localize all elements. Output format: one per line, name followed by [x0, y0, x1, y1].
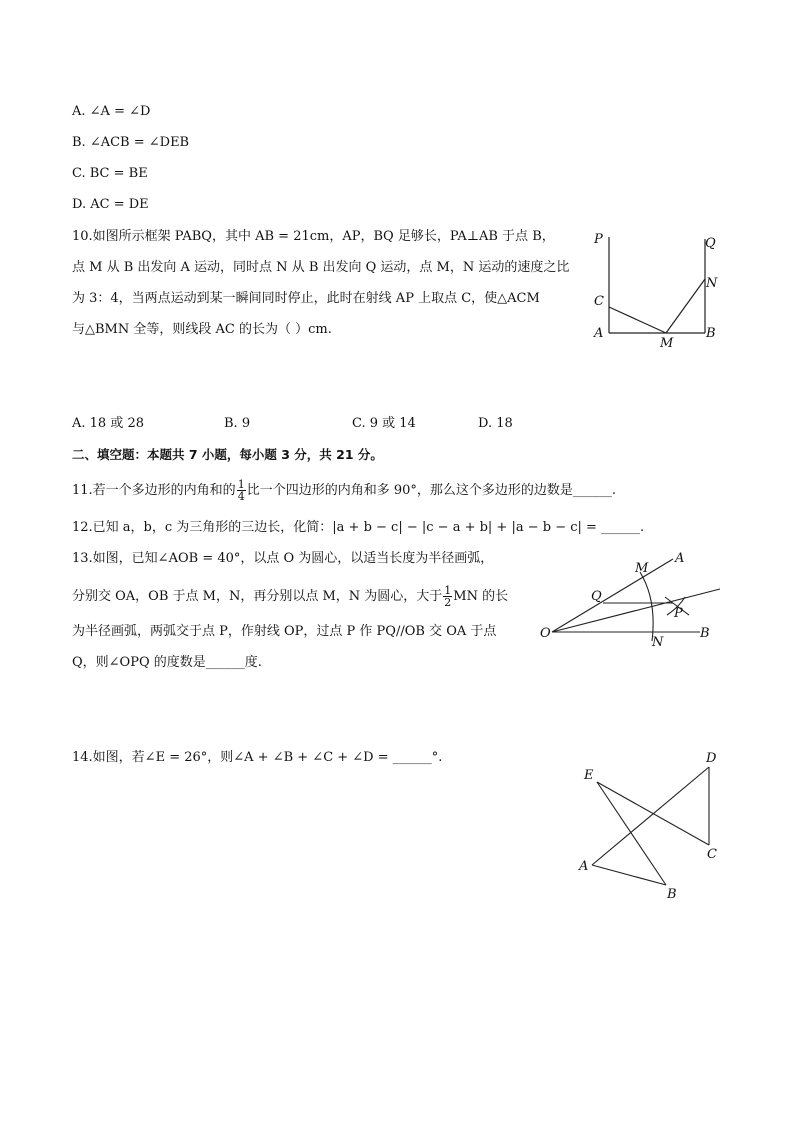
q10-line-2: 点 M 从 B 出发向 A 运动，同时点 N 从 B 出发向 Q 运动，点 M，N 运动的速度之比 [72, 260, 570, 275]
q11-frac-numerator: 1 [237, 478, 245, 491]
q13-figure [535, 545, 735, 655]
q10-line-1: 10.如图所示框架 PABQ，其中 AB = 21cm，AP，BQ 足够长，PA⊥AB 于点 B， [72, 229, 555, 244]
q10-option-a: A. 18 或 28 [72, 416, 145, 431]
q13-label-o: O [540, 626, 551, 641]
q10-line-4: 与△BMN 全等，则线段 AC 的长为（ ）cm. [72, 322, 332, 337]
q10-label-c: C [594, 294, 604, 309]
q14-label-d: D [706, 751, 717, 766]
q11-fraction [237, 479, 246, 502]
q14-line: 14.如图，若∠E = 26°，则∠A + ∠B + ∠C + ∠D = ______°. [72, 750, 443, 765]
q13-label-p: P [674, 606, 683, 621]
q10-option-b: B. 9 [224, 416, 251, 431]
q13-line-2-prefix: 分别交 OA，OB 于点 M，N，再分别以点 M，N 为圆心，大于 [72, 589, 443, 604]
q13-line-4: Q，则∠OPQ 的度数是______度. [72, 655, 262, 670]
q9-option-d: D. AC = DE [72, 197, 149, 212]
q13-frac-denominator: 2 [444, 596, 452, 609]
q9-option-c: C. BC = BE [72, 166, 148, 181]
q9-option-a: A. ∠A = ∠D [72, 104, 151, 119]
q10-label-q: Q [705, 236, 716, 251]
q10-label-n: N [706, 276, 718, 291]
q13-label-n: N [652, 635, 664, 650]
q10-label-b: B [706, 326, 716, 341]
q10-label-m: M [660, 336, 674, 351]
q10-line-3: 为 3：4，当两点运动到某一瞬间同时停止，此时在射线 AP 上取点 C，使△ACM [72, 291, 540, 306]
q10-figure [585, 225, 735, 355]
q13-line-2-suffix: MN 的长 [453, 589, 509, 604]
q14-label-b: B [667, 887, 677, 902]
section-heading-fill-in: 二、填空题：本题共 7 小题，每小题 3 分，共 21 分。 [72, 447, 383, 462]
q10-option-d: D. 18 [478, 416, 513, 431]
q13-line-2 [72, 585, 508, 608]
q11-frac-denominator: 4 [237, 490, 245, 503]
q10-option-c: C. 9 或 14 [352, 416, 416, 431]
q13-fraction [443, 585, 452, 608]
q9-option-b: B. ∠ACB = ∠DEB [72, 135, 190, 150]
q14-label-a: A [579, 859, 589, 874]
q14-label-c: C [707, 847, 717, 862]
q14-figure [575, 745, 735, 905]
q13-label-b: B [700, 626, 710, 641]
q13-line-3: 为半径画弧，两弧交于点 P，作射线 OP，过点 P 作 PQ//OB 交 OA 于点 [72, 624, 497, 639]
q11-line [72, 479, 616, 502]
q13-frac-numerator: 1 [444, 584, 452, 597]
q11-prefix: 11.若一个多边形的内角和的 [72, 483, 236, 498]
q13-label-m: M [635, 561, 649, 576]
q13-line-1: 13.如图，已知∠AOB = 40°，以点 O 为圆心，以适当长度为半径画弧， [72, 551, 494, 566]
q14-label-e: E [584, 768, 594, 783]
q10-label-a: A [594, 326, 604, 341]
q10-label-p: P [594, 232, 603, 247]
q13-label-a: A [675, 551, 685, 566]
q12-line: 12.已知 a，b，c 为三角形的三边长，化简：|a + b − c| − |c − a + b| + |a − b − c| = ______. [72, 520, 645, 535]
q11-suffix: 比一个四边形的内角和多 90°，那么这个多边形的边数是______. [246, 483, 616, 498]
q13-label-q: Q [591, 589, 602, 604]
